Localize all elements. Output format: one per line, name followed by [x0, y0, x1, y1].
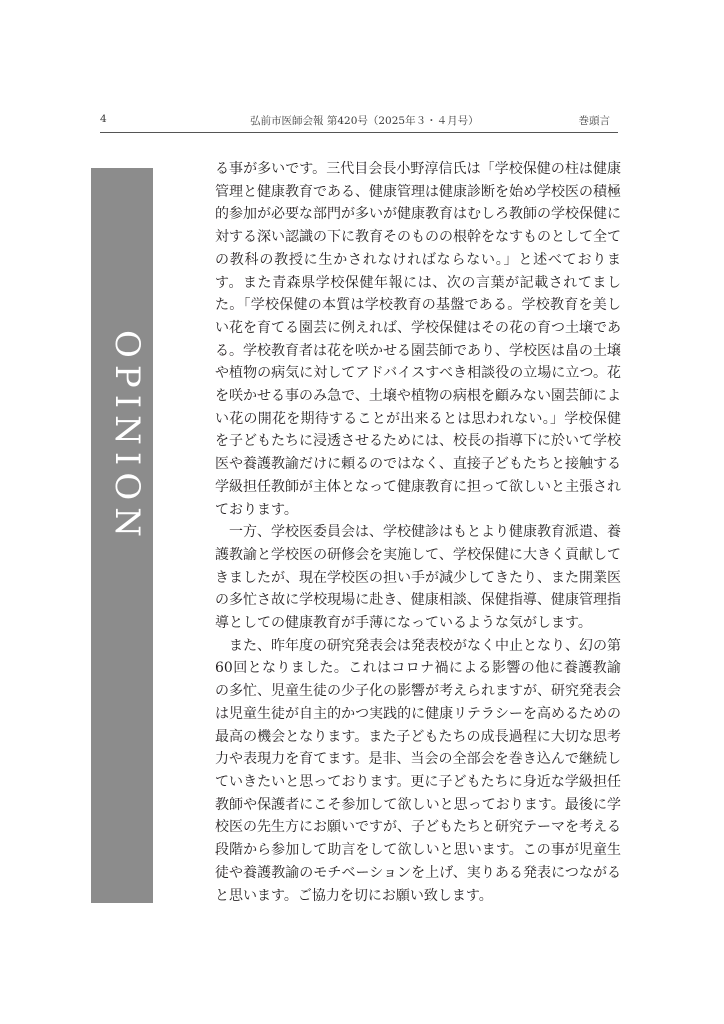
header-rule — [100, 132, 618, 133]
paragraph: 一方、学校医委員会は、学校健診はもとより健康教育派遣、養護教諭と学校医の研修会を実施して、学校保健に大きく貢献してきましたが、現在学校医の担い手が減少してきたり、また開業医の多忙さ故に学校現場に赴き、健康相談、保健指導、健康管理指導としての健康教育が手薄になっているような気がします。 — [215, 524, 621, 632]
page-number: 4 — [100, 113, 107, 125]
paragraph-continued: る事が多いです。三代目会長小野淳信氏は「学校保健の柱は健康管理と健康教育である、健康管理は健康診断を始め学校医の積極的参加が必要な部門が多いが健康教育はむしろ教師の学校保健に対する深い認識の下に教育そのものの根幹をなすものとして全ての教科の教授に生かされなければならない。」と述べております。また青森県学校保健年報には、次の言葉が記載されてました。「学校保健の本質は学校教育の基盤である。学校教育を美しい花を育てる園芸に例えれば、学校保健はその花の育つ土壌である。学校教育者は花を咲かせる園芸師であり、学校医は畠の土壌や植物の病気に対してアドバイスすべき相談役の立場に立つ。花を咲かせる事のみ急で、土壌や植物の病根を顧みない園芸師によい花の開花を期待することが出来るとは思われない。」学校保健を子どもたちに浸透させるためには、校長の指導下に於いて学校医や養護教諭だけに頼るのではなく、直接子どもたちと接触する学級担任教師が主体となって健康教育に担って欲しいと主張されております。 — [215, 161, 621, 518]
opinion-label: OPINION — [107, 330, 147, 544]
journal-title: 弘前市医師会報 第420号（2025年３・４月号） — [250, 115, 479, 127]
paragraph: また、昨年度の研究発表会は発表校がなく中止となり、幻の第60回となりました。これはコロナ禍による影響の他に養護教諭の多忙、児童生徒の少子化の影響が考えられますが、研究発表会は児童生徒が自主的かつ実践的に健康リテラシーを高めるための最高の機会となります。また子どもたちの成長過程に大切な思考力や表現力を育てます。是非、当会の全部会を巻き込んで継続していきたいと思っております。更に子どもたちに身近な学級担任教師や保護者にこそ参加して欲しいと思っております。最後に学校医の先生方にお願いですが、子どもたちと研究テーマを考える段階から参加して助言をして欲しいと思います。この事が児童生徒や養護教諭のモチベーションを上げ、実りある発表につながると思います。ご協力を切にお願い致します。 — [215, 637, 621, 904]
section-title: 巻頭言 — [578, 115, 610, 127]
article-body — [215, 158, 621, 907]
running-header — [100, 113, 622, 129]
